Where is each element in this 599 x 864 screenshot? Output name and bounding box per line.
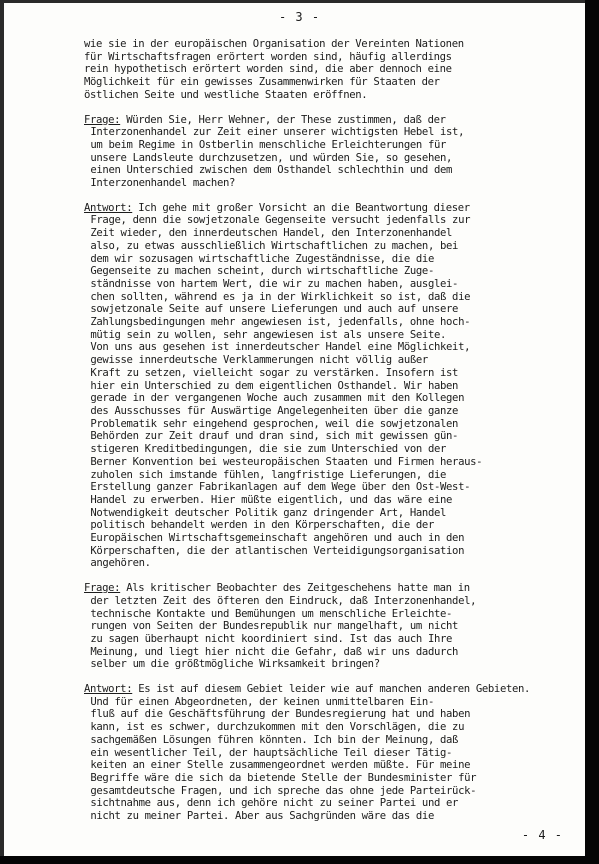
- text-line: [84, 329, 574, 342]
- line-text: Erstellung ganzer Fabrikanlagen auf dem Wege über den Ost-West-: [90, 481, 471, 494]
- line-text: Behörden zur Zeit drauf und dran sind, sich mit gewissen gün-: [90, 430, 459, 443]
- text-line: [84, 380, 574, 393]
- line-text: dem wir sozusagen wirtschaftliche Zugeständnisse, die die: [90, 252, 434, 265]
- line-text: also, zu etwas ausschließlich Wirtschaftlichen zu machen, bei: [90, 239, 459, 252]
- answer-label: Antwort:: [84, 201, 133, 214]
- text-line: [84, 303, 574, 316]
- line-text: ständnisse von hartem Wert, die wir zu machen haben, ausglei-: [90, 277, 459, 290]
- text-line: [84, 494, 574, 507]
- line-text: Kraft zu setzen, vielleicht sogar zu verstärken. Insofern ist: [90, 366, 459, 379]
- line-text: angehören.: [90, 557, 151, 570]
- text-line: [84, 785, 574, 798]
- text-line: [84, 747, 574, 760]
- line-text: Als kritischer Beobachter des Zeitgeschehens hatte man in: [120, 582, 470, 595]
- text-line: [84, 443, 574, 456]
- line-text: Zeit wieder, den innerdeutschen Handel, den Interzonenhandel: [90, 227, 453, 240]
- line-text: fluß auf die Geschäftsführung der Bundesregierung hat und haben: [90, 708, 471, 721]
- text-line: [84, 38, 574, 51]
- text-line: [84, 418, 574, 431]
- line-text: wie sie in der europäischen Organisation der Vereinten Nationen: [84, 38, 464, 50]
- line-text: Notwendigkeit deutscher Politik ganz dringender Art, Handel: [90, 506, 447, 519]
- line-text: Es ist auf diesem Gebiet leider wie auf manchen anderen Gebieten.: [132, 683, 531, 696]
- text-line: [84, 316, 574, 329]
- line-text: östlichen Seite und westliche Staaten eröffnen.: [84, 88, 368, 101]
- line-text: ein wesentlicher Teil, der hauptsächliche Teil dieser Tätig-: [90, 746, 453, 759]
- text-line: [84, 214, 574, 227]
- line-text: Problematik sehr eingehend gesprochen, weil die sowjetzonalen: [90, 417, 459, 430]
- line-text: chen sollten, während es ja in der Wirklichkeit so ist, daß die: [90, 290, 471, 303]
- line-text: politisch behandelt werden in den Körperschaften, die der: [90, 519, 434, 532]
- line-text: kann, ist es schwer, durchzukommen mit den Vorschlägen, die zu: [90, 721, 465, 734]
- line-text: gewisse innerdeutsche Verklammerungen nicht völlig außer: [90, 354, 428, 367]
- answer-paragraph: [84, 683, 574, 823]
- next-page-marker: - 4 -: [521, 828, 563, 842]
- text-line: [84, 253, 574, 266]
- text-line: [84, 721, 574, 734]
- line-text: der letzten Zeit des öfteren den Eindruck, daß Interzonenhandel,: [90, 594, 477, 607]
- text-line: [84, 708, 574, 721]
- text-line: [84, 557, 574, 570]
- text-line: [84, 595, 574, 608]
- line-text: nicht zu meiner Partei. Aber aus Sachgründen wäre das die: [90, 810, 434, 823]
- line-text: Gegenseite zu machen scheint, durch wirtschaftliche Zuge-: [90, 265, 434, 278]
- line-text: Europäischen Wirtschaftsgemeinschaft angehören und auch in den: [90, 532, 465, 545]
- text-line: [84, 797, 574, 810]
- text-line: [84, 810, 574, 823]
- line-text: einen Unterschied zwischen dem Osthandel schlechthin und dem: [90, 164, 453, 177]
- text-line: [84, 63, 574, 76]
- line-text: Von uns aus gesehen ist innerdeutscher Handel eine Möglichkeit,: [90, 341, 471, 354]
- line-text: für Wirtschaftsfragen erörtert worden sind, häufig allerdings: [84, 50, 452, 63]
- text-line: [84, 240, 574, 253]
- text-line: [84, 633, 574, 646]
- line-text: um beim Regime in Ostberlin menschliche Erleichterungen für: [90, 138, 447, 151]
- line-text: Frage, denn die sowjetzonale Gegenseite versucht jedenfalls zur: [90, 214, 471, 227]
- line-text: technische Kontakte und Bemühungen um menschliche Erleichte-: [90, 607, 453, 620]
- line-text: Und für einen Abgeordneten, der keinen unmittelbaren Ein-: [90, 695, 434, 708]
- line-text: selber um die größtmögliche Wirksamkeit bringen?: [90, 658, 380, 671]
- line-text: gerade in der vergangenen Woche auch zusammen mit den Kollegen: [90, 392, 465, 405]
- text-line: [84, 545, 574, 558]
- line-text: keiten an einer Stelle zusammengeordnet werden müßte. Für meine: [90, 759, 471, 772]
- text-line: [84, 89, 574, 102]
- line-text: Zahlungsbedingungen mehr angewiesen ist, jedenfalls, ohne hoch-: [90, 316, 471, 329]
- document-body: [84, 38, 574, 835]
- text-line: [84, 392, 574, 405]
- line-text: sichtnahme aus, denn ich gehöre nicht zu seiner Partei und er: [90, 797, 459, 810]
- line-text: sachgemäßen Lösungen führen könnten. Ich bin der Meinung, daß: [90, 733, 459, 746]
- line-text: zu sagen überhaupt nicht koordiniert sind. Ist das auch Ihre: [90, 632, 453, 645]
- text-line: [84, 772, 574, 785]
- line-text: Möglichkeit für ein gewisses Zusammenwirken für Staaten der: [84, 76, 440, 89]
- line-text: Würden Sie, Herr Wehner, der These zustimmen, daß der: [120, 113, 446, 126]
- line-text: stigeren Kreditbedingungen, die sie zum Unterschied von der: [90, 443, 447, 456]
- text-line: [84, 430, 574, 443]
- text-line: [84, 532, 574, 545]
- answer-paragraph: [84, 202, 574, 570]
- text-line: [84, 608, 574, 621]
- scan-border-bottom: [0, 856, 599, 864]
- text-line: [84, 507, 574, 520]
- text-line: [84, 456, 574, 469]
- text-line: [84, 469, 574, 482]
- line-text: Begriffe wäre die sich da bietende Stelle der Bundesminister für: [90, 771, 477, 784]
- line-text: Berner Konvention bei westeuropäischen Staaten und Firmen heraus-: [90, 455, 483, 468]
- text-line: [84, 177, 574, 190]
- line-text: mütig sein zu wollen, sehr angewiesen ist als unsere Seite.: [90, 328, 447, 341]
- text-line: [84, 354, 574, 367]
- question-label: Frage:: [84, 582, 121, 595]
- text-line: [84, 658, 574, 671]
- line-text: rungen von Seiten der Bundesrepublik nur mangelhaft, um nicht: [90, 620, 459, 633]
- line-text: zuholen sich imstande fühlen, langfristige Lieferungen, die: [90, 468, 447, 481]
- text-line: [84, 481, 574, 494]
- text-line: [84, 278, 574, 291]
- text-line: [84, 164, 574, 177]
- scan-border-top: [0, 0, 599, 3]
- line-text: Interzonenhandel zur Zeit einer unserer wichtigsten Hebel ist,: [90, 126, 465, 139]
- line-text: rein hypothetisch erörtert worden sind, die aber dennoch eine: [84, 63, 452, 76]
- text-line: [84, 126, 574, 139]
- text-line: [84, 76, 574, 89]
- text-line: [84, 582, 574, 595]
- line-text: Körperschaften, die der atlantischen Verteidigungsorganisation: [90, 544, 465, 557]
- answer-label: Antwort:: [84, 683, 133, 696]
- line-text: hier ein Unterschied zu dem eigentlichen Osthandel. Wir haben: [90, 379, 459, 392]
- line-text: unsere Landsleute durchzusetzen, und würden Sie, so gesehen,: [90, 151, 453, 164]
- text-line: [84, 405, 574, 418]
- question-label: Frage:: [84, 113, 121, 126]
- line-text: des Ausschusses für Auswärtige Angelegenheiten über die ganze: [90, 404, 459, 417]
- text-line: [84, 202, 574, 215]
- text-line: [84, 265, 574, 278]
- text-line: [84, 51, 574, 64]
- text-line: [84, 646, 574, 659]
- line-text: gesamtdeutsche Fragen, und ich spreche das ohne jede Parteirück-: [90, 784, 477, 797]
- line-text: sowjetzonale Seite auf unsere Lieferungen und auch auf unsere: [90, 303, 459, 316]
- question-paragraph: [84, 114, 574, 190]
- line-text: Ich gehe mit großer Vorsicht an die Beantwortung dieser: [132, 201, 470, 214]
- question-paragraph: [84, 582, 574, 671]
- text-line: [84, 139, 574, 152]
- line-text: Meinung, und liegt hier nicht die Gefahr, daß wir uns dadurch: [90, 645, 459, 658]
- text-line: [84, 114, 574, 127]
- scan-border-left: [0, 0, 4, 864]
- text-line: [84, 227, 574, 240]
- text-line: [84, 696, 574, 709]
- text-line: [84, 291, 574, 304]
- text-line: [84, 683, 574, 696]
- text-line: [84, 759, 574, 772]
- text-line: [84, 367, 574, 380]
- text-line: [84, 341, 574, 354]
- text-line: [84, 519, 574, 532]
- text-line: [84, 152, 574, 165]
- text-line: [84, 734, 574, 747]
- continued-paragraph: [84, 38, 574, 102]
- line-text: Handel zu erwerben. Hier müßte eigentlich, und das wäre eine: [90, 493, 453, 506]
- text-line: [84, 620, 574, 633]
- line-text: Interzonenhandel machen?: [90, 177, 236, 190]
- page-number: - 3 -: [278, 10, 321, 24]
- scan-border-right: [585, 0, 599, 864]
